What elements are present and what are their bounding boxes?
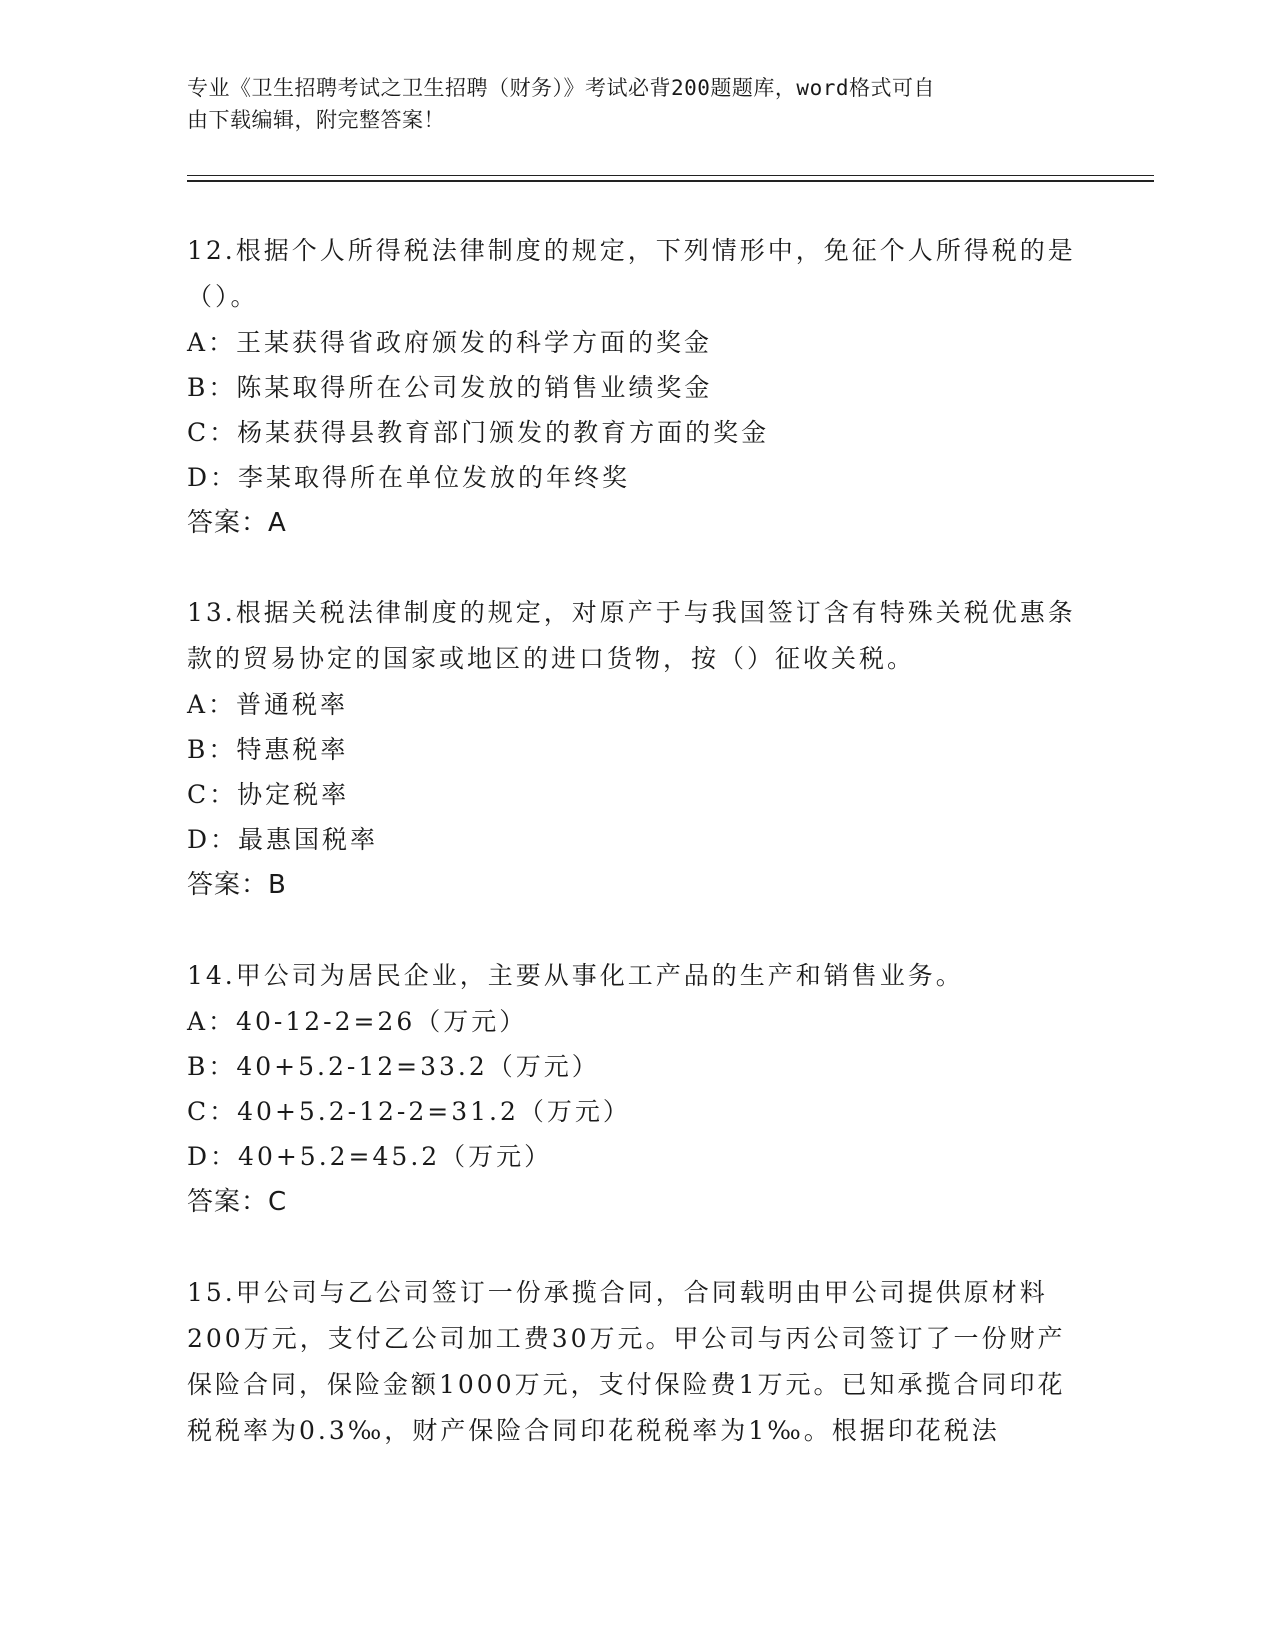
question-text: 15.甲公司与乙公司签订一份承揽合同，合同载明由甲公司提供原材料200万元，支付乙公司加工费30万元。甲公司与丙公司签订了一份财产保险合同，保险金额1000万元，支付保险费1万元。已知承揽合同印花税税率为0.3‰，财产保险合同印花税税率为1‰。根据印花税法: [187, 1278, 1066, 1445]
option-c: C：40+5.2-12-2=31.2（万元）: [187, 1097, 631, 1126]
question-14: [187, 953, 1087, 1225]
document-header: [187, 72, 1067, 136]
question-15: [187, 1270, 1087, 1454]
answer: 答案：A: [187, 508, 287, 538]
header-divider-thick: [187, 180, 1154, 182]
option-d: D：40+5.2=45.2（万元）: [187, 1142, 553, 1171]
option-b: B：陈某取得所在公司发放的销售业绩奖金: [187, 373, 713, 402]
answer: 答案：B: [187, 870, 287, 900]
header-divider-thin: [187, 175, 1154, 176]
question-13: [187, 590, 1087, 908]
option-c: C：协定税率: [187, 780, 350, 809]
header-line-1: 专业《卫生招聘考试之卫生招聘（财务）》考试必背200题题库，word格式可自: [187, 76, 935, 100]
option-b: B：40+5.2-12=33.2（万元）: [187, 1052, 600, 1081]
option-a: A：普通税率: [187, 690, 349, 719]
option-a: A：王某获得省政府颁发的科学方面的奖金: [187, 328, 713, 357]
question-text: 13.根据关税法律制度的规定，对原产于与我国签订含有特殊关税优惠条款的贸易协定的国家或地区的进口货物，按（）征收关税。: [187, 598, 1076, 673]
header-line-2: 由下载编辑，附完整答案！: [187, 108, 445, 132]
question-text: 12.根据个人所得税法律制度的规定，下列情形中，免征个人所得税的是（）。: [187, 236, 1076, 311]
option-d: D：最惠国税率: [187, 825, 379, 854]
option-c: C：杨某获得县教育部门颁发的教育方面的奖金: [187, 418, 770, 447]
question-12: [187, 228, 1087, 546]
option-a: A：40-12-2=26（万元）: [187, 1007, 528, 1036]
question-text: 14.甲公司为居民企业，主要从事化工产品的生产和销售业务。: [187, 961, 964, 990]
option-b: B：特惠税率: [187, 735, 349, 764]
option-d: D：李某取得所在单位发放的年终奖: [187, 463, 631, 492]
answer: 答案：C: [187, 1187, 288, 1217]
